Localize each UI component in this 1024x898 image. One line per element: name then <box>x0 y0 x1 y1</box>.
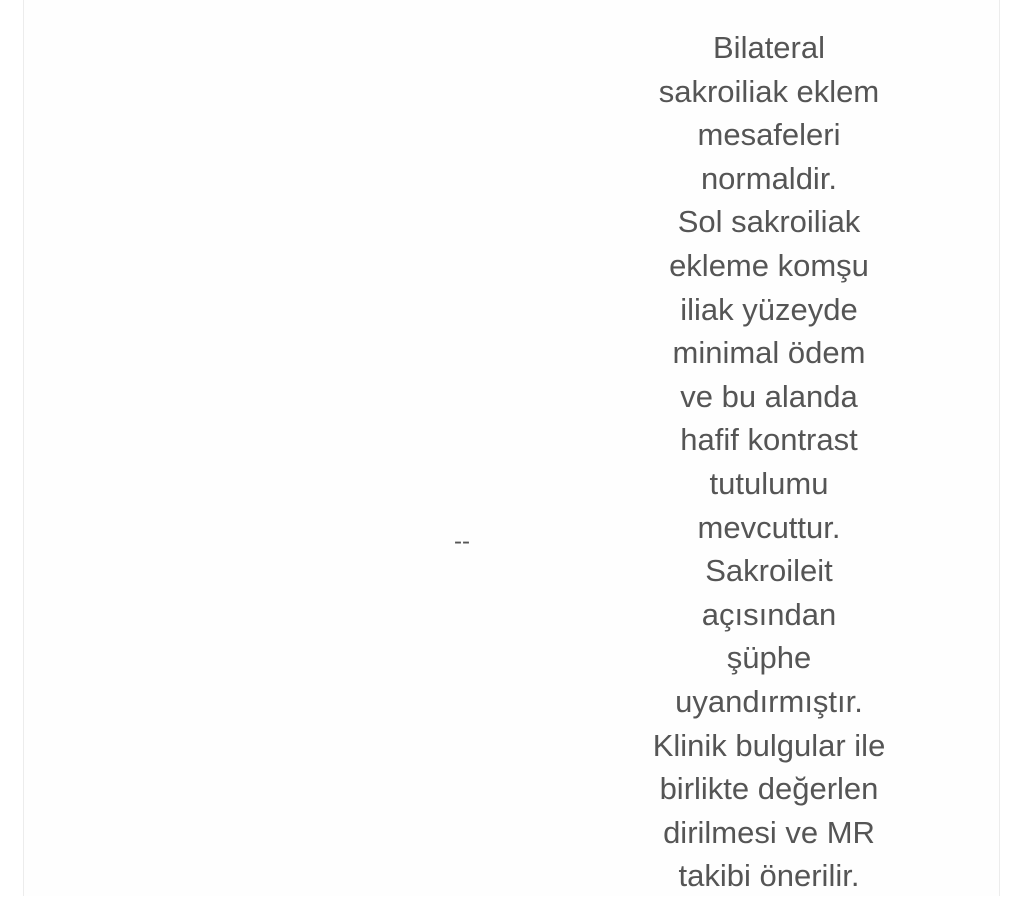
report-text-cell <box>614 26 924 898</box>
report-line: tutulumu <box>709 465 829 501</box>
report-line: uyandırmıştır. <box>675 683 863 719</box>
report-line: Sakroileit <box>705 553 833 589</box>
report-table-panel <box>23 0 1000 896</box>
report-line: normaldir. <box>700 160 838 196</box>
report-line: Sol sakroiliak <box>677 204 861 240</box>
report-line: dirilmesi ve MR <box>663 814 875 850</box>
report-line: sakroiliak eklem <box>658 73 880 109</box>
report-line: ekleme komşu <box>669 247 869 283</box>
report-line: ve bu alanda <box>680 378 858 414</box>
report-line: Klinik bulgular ile <box>652 727 886 763</box>
report-line: mevcuttur. <box>697 509 841 545</box>
empty-value-cell: -- <box>454 528 470 555</box>
report-line: şüphe <box>726 640 812 676</box>
report-line: hafif kontrast <box>680 422 858 458</box>
report-line: minimal ödem <box>672 335 866 371</box>
report-line: Bilateral <box>713 30 825 65</box>
report-line: takibi önerilir. <box>678 858 860 894</box>
report-line: iliak yüzeyde <box>680 291 858 327</box>
report-line: açısından <box>701 596 837 632</box>
report-line: birlikte değerlen <box>659 771 879 807</box>
report-line: mesafeleri <box>697 117 841 153</box>
